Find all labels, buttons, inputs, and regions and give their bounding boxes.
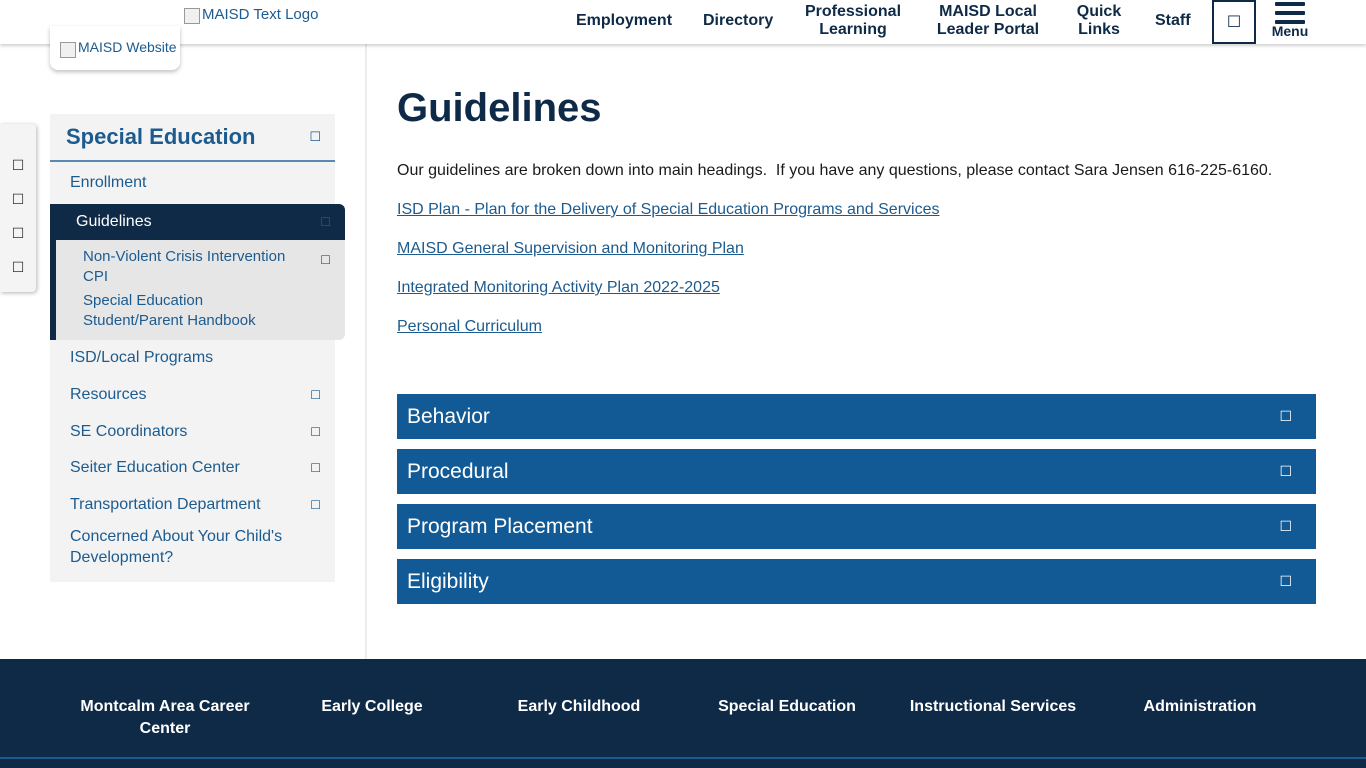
- footer-link-instructional[interactable]: Instructional Services: [909, 698, 1077, 715]
- nav-leader-portal[interactable]: MAISD Local Leader Portal: [936, 3, 1040, 38]
- accordion-label: Eligibility: [407, 569, 489, 593]
- expand-icon: ☐: [1279, 463, 1292, 479]
- sidebar-subitem-handbook[interactable]: [56, 289, 345, 331]
- footer-link-administration[interactable]: Administration: [1143, 698, 1257, 715]
- expand-icon[interactable]: ☐: [310, 424, 321, 439]
- footer-link-montcalm[interactable]: Montcalm Area Career Center: [80, 698, 250, 737]
- sidebar-item-label: ISD/Local Programs: [70, 349, 214, 366]
- accordion-eligibility[interactable]: [397, 559, 1316, 604]
- nav-professional-learning[interactable]: Professional Learning: [804, 3, 902, 38]
- menu-label: Menu: [1271, 23, 1309, 39]
- sidebar-item-label: Resources: [70, 385, 147, 403]
- broken-image-icon: [60, 42, 76, 58]
- sidebar-subitem-label: Special Education Student/Parent Handbook: [83, 292, 256, 329]
- footer-link-early-childhood[interactable]: Early Childhood: [517, 698, 641, 715]
- sidebar-item-se-coordinators[interactable]: [50, 413, 335, 450]
- nav-quick-links[interactable]: Quick Links: [1076, 3, 1122, 38]
- accordion-label: Procedural: [407, 459, 509, 483]
- sidebar-item-guidelines[interactable]: [56, 204, 345, 240]
- footer-link-early-college[interactable]: Early College: [321, 698, 423, 715]
- sidebar-item-resources[interactable]: [50, 376, 335, 413]
- menu-button[interactable]: [1268, 2, 1312, 44]
- share-icon[interactable]: ☐: [11, 156, 25, 173]
- expand-icon[interactable]: ☐: [320, 215, 331, 229]
- sidebar-item-isd-local[interactable]: [50, 340, 335, 376]
- accordion-behavior[interactable]: [397, 394, 1316, 439]
- site-header: [0, 0, 1366, 44]
- sidebar-item-seiter[interactable]: [50, 450, 335, 486]
- accordion-label: Program Placement: [407, 514, 593, 538]
- expand-icon[interactable]: ☐: [320, 253, 331, 267]
- page-title: Guidelines: [397, 86, 602, 130]
- link-isd-plan[interactable]: ISD Plan - Plan for the Delivery of Special Education Programs and Services: [397, 201, 940, 218]
- accordion-label: Behavior: [407, 404, 490, 428]
- expand-icon: ☐: [1279, 518, 1292, 534]
- sidebar-subitem-crisis[interactable]: [56, 240, 345, 289]
- sidebar-item-enrollment[interactable]: [50, 162, 335, 204]
- sidebar-item-concerned[interactable]: [50, 523, 335, 571]
- content-divider: [365, 44, 367, 659]
- text-logo-alt: MAISD Text Logo: [202, 6, 319, 23]
- footer-link-special-education[interactable]: Special Education: [718, 698, 856, 715]
- broken-image-icon: [184, 8, 200, 24]
- text-logo[interactable]: [184, 6, 318, 24]
- search-icon: ☐: [1226, 14, 1242, 31]
- expand-icon[interactable]: ☐: [310, 461, 321, 475]
- footer-divider: [0, 757, 1366, 759]
- collapse-icon[interactable]: ☐: [309, 129, 321, 144]
- expand-icon[interactable]: ☐: [310, 497, 321, 512]
- translate-icon[interactable]: ☐: [11, 258, 25, 275]
- expand-icon: ☐: [1279, 573, 1292, 589]
- sidebar-subitem-label: Non-Violent Crisis Intervention CPI: [83, 248, 286, 285]
- print-icon[interactable]: ☐: [11, 190, 25, 207]
- link-supervision-plan[interactable]: MAISD General Supervision and Monitoring Plan: [397, 240, 744, 257]
- site-footer: [0, 659, 1366, 768]
- sidebar-item-label: Transportation Department: [70, 495, 261, 513]
- badge-logo-alt: MAISD Website: [78, 39, 177, 55]
- sidebar-item-label: SE Coordinators: [70, 422, 188, 440]
- sidebar-title: Special Education: [66, 124, 256, 149]
- sidebar-item-label: Guidelines: [76, 213, 152, 230]
- site-logo-badge[interactable]: [50, 26, 180, 70]
- nav-staff[interactable]: Staff: [1155, 12, 1191, 29]
- sidebar-header[interactable]: [50, 114, 335, 162]
- sidebar-item-label: Seiter Education Center: [70, 459, 240, 476]
- link-monitoring-plan[interactable]: Integrated Monitoring Activity Plan 2022-2025: [397, 279, 720, 296]
- intro-text: Our guidelines are broken down into main headings. If you have any questions, please contact Sara Jensen 616-225-6160.: [397, 162, 1273, 179]
- sidebar-item-transportation[interactable]: [50, 486, 335, 523]
- accordion-procedural[interactable]: [397, 449, 1316, 494]
- nav-employment[interactable]: Employment: [576, 12, 673, 29]
- accordion-program-placement[interactable]: [397, 504, 1316, 549]
- email-icon[interactable]: ☐: [11, 224, 25, 241]
- page-tools: [0, 124, 36, 292]
- expand-icon: ☐: [1279, 408, 1292, 424]
- nav-directory[interactable]: Directory: [703, 12, 774, 29]
- link-personal-curriculum[interactable]: Personal Curriculum: [397, 318, 542, 335]
- expand-icon[interactable]: ☐: [310, 387, 321, 402]
- search-button[interactable]: [1212, 0, 1256, 44]
- section-sidebar: [50, 114, 335, 582]
- hamburger-icon: [1275, 2, 1305, 24]
- sidebar-active-group: [50, 204, 345, 340]
- sidebar-item-label: Concerned About Your Child's Development?: [70, 528, 283, 566]
- sidebar-item-label: Enrollment: [70, 174, 147, 191]
